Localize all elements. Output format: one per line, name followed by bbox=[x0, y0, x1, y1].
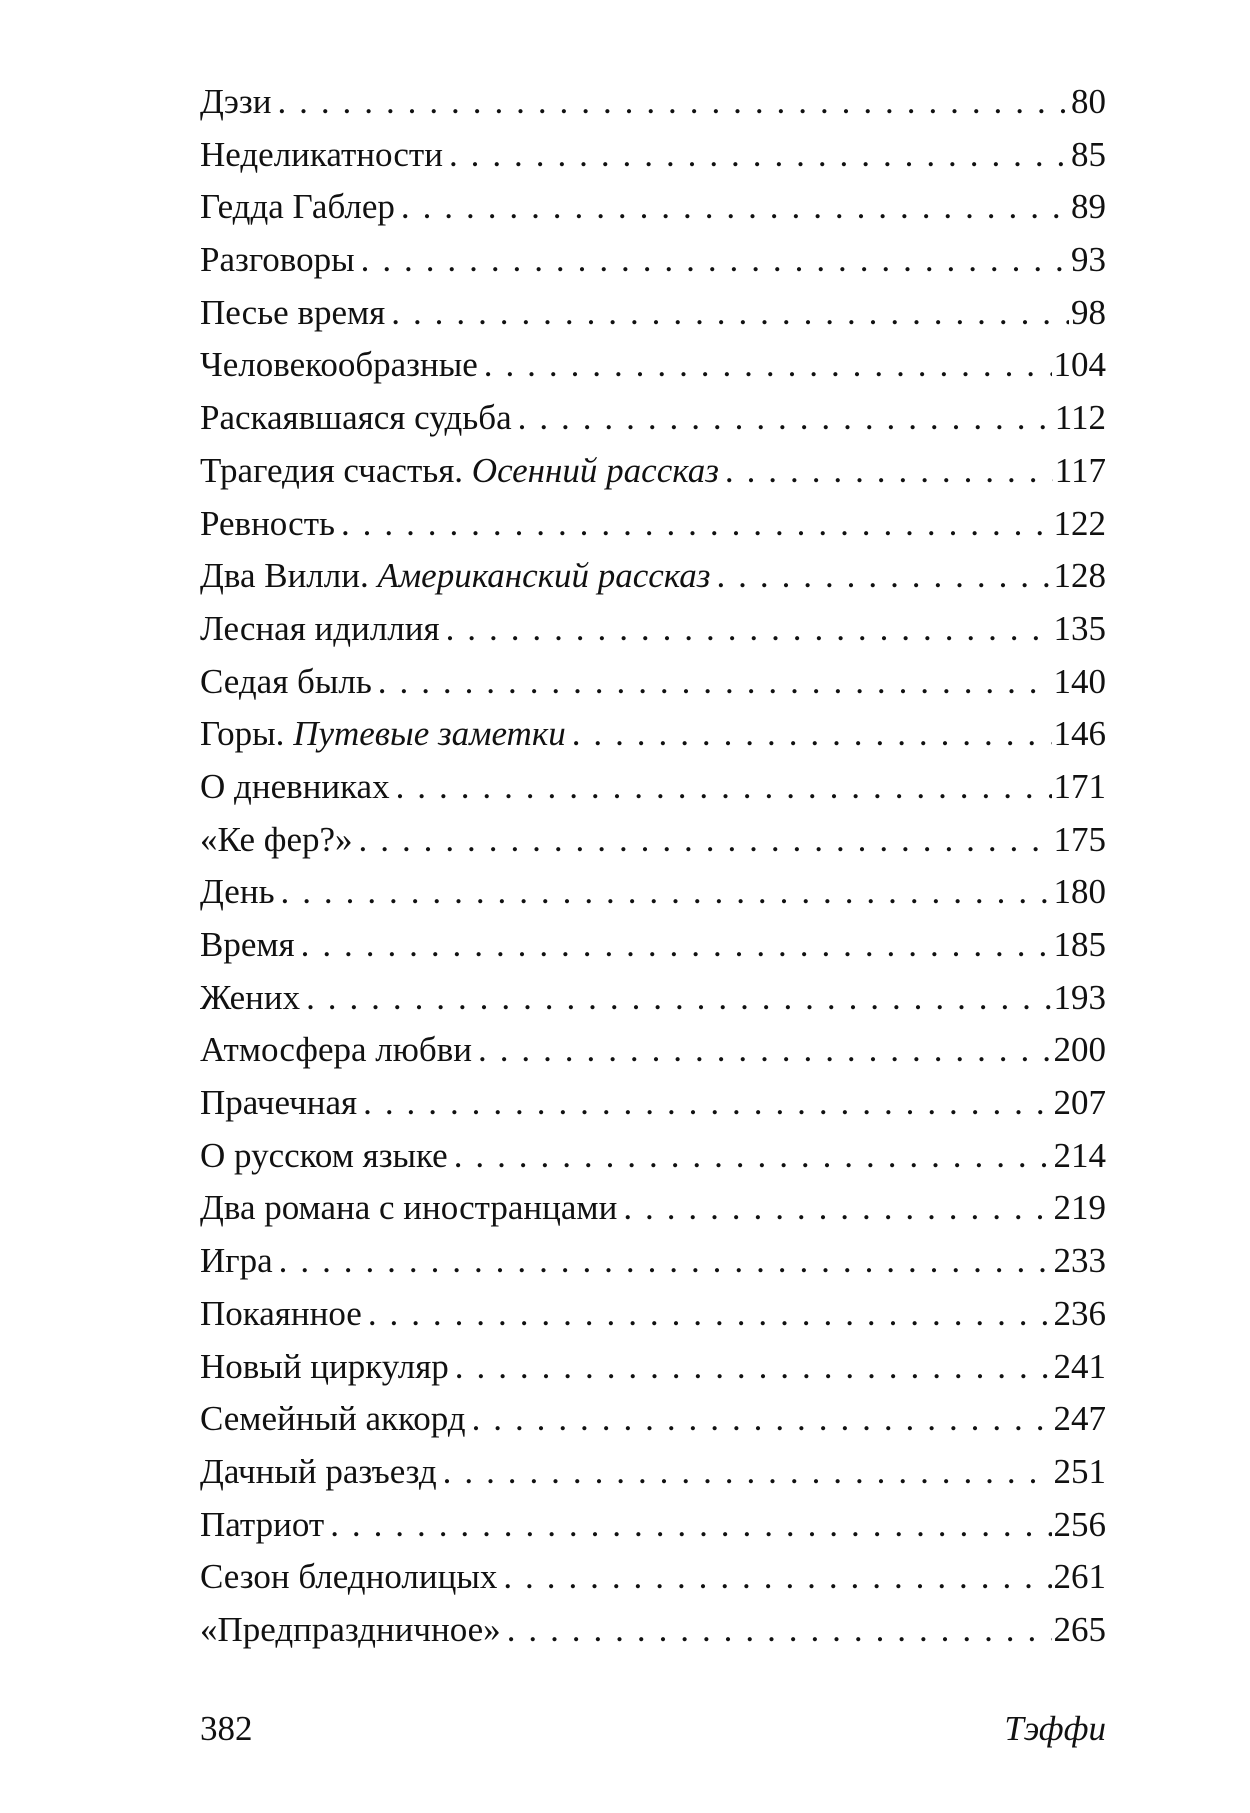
toc-entry-title bbox=[200, 76, 271, 129]
dot-leader bbox=[324, 1499, 1051, 1552]
page-footer bbox=[200, 1704, 1106, 1754]
toc-entry-title bbox=[200, 1551, 497, 1604]
toc-entry-title-text: Новый циркуляр bbox=[200, 1346, 449, 1386]
toc-entry bbox=[200, 498, 1106, 551]
toc-entry bbox=[200, 761, 1106, 814]
dot-leader bbox=[497, 1551, 1051, 1604]
toc-entry-page: 98 bbox=[1071, 292, 1106, 332]
dot-leader bbox=[448, 1130, 1052, 1183]
toc-entry bbox=[200, 1499, 1106, 1552]
toc-entry-title-text: Трагедия счастья. bbox=[200, 450, 464, 490]
toc-entry bbox=[200, 1130, 1106, 1183]
toc-entry-page: 214 bbox=[1053, 1135, 1106, 1175]
toc-entry bbox=[200, 1604, 1106, 1657]
dot-leader bbox=[437, 1446, 1052, 1499]
toc-entry bbox=[200, 1077, 1106, 1130]
toc-entry-page: 247 bbox=[1053, 1399, 1106, 1439]
toc-entry-title bbox=[200, 1130, 448, 1183]
toc-entry-page: 251 bbox=[1053, 1451, 1106, 1491]
dot-leader bbox=[512, 392, 1053, 445]
dot-leader bbox=[357, 1077, 1051, 1130]
toc-entry-title bbox=[200, 392, 512, 445]
toc-entry-page: 175 bbox=[1053, 819, 1106, 859]
toc-entry-title-text: Разговоры bbox=[200, 240, 355, 280]
toc-entry-page: 89 bbox=[1071, 187, 1106, 227]
toc-entry bbox=[200, 919, 1106, 972]
toc-entry-page: 256 bbox=[1053, 1504, 1106, 1544]
dot-leader bbox=[372, 656, 1052, 709]
toc-entry-title-text: О русском языке bbox=[200, 1135, 448, 1175]
toc-entry-page: 93 bbox=[1071, 240, 1106, 280]
toc-entry-page: 200 bbox=[1053, 1030, 1106, 1070]
dot-leader bbox=[385, 287, 1069, 340]
toc-entry-title-text: Патриот bbox=[200, 1504, 325, 1544]
running-author: Тэффи bbox=[1004, 1709, 1106, 1748]
toc-entry-title-text: Человекообразные bbox=[200, 345, 478, 385]
toc-entry-title bbox=[200, 1499, 324, 1552]
toc-entry bbox=[200, 656, 1106, 709]
toc-entry-page: 265 bbox=[1053, 1609, 1106, 1649]
toc-entry-title bbox=[200, 498, 335, 551]
toc-entry-page: 171 bbox=[1053, 766, 1106, 806]
toc-entry bbox=[200, 1182, 1106, 1235]
toc-entry-title bbox=[200, 445, 719, 498]
toc-entry-title-text: Два Вилли. bbox=[200, 556, 369, 596]
toc-entry bbox=[200, 1393, 1106, 1446]
dot-leader bbox=[449, 1341, 1052, 1394]
dot-leader bbox=[275, 866, 1052, 919]
toc-entry-title bbox=[200, 1024, 472, 1077]
toc-entry-title-text: Атмосфера любви bbox=[200, 1030, 472, 1070]
toc-entry bbox=[200, 181, 1106, 234]
toc-entry-title-text: «Ке фер?» bbox=[200, 819, 353, 859]
toc-entry-title-text: Игра bbox=[200, 1241, 273, 1281]
toc-entry-page: 128 bbox=[1053, 556, 1106, 596]
toc-entry-title bbox=[200, 181, 395, 234]
toc-entry-title-text: Время bbox=[200, 925, 295, 964]
toc-entry bbox=[200, 1288, 1106, 1341]
toc-entry bbox=[200, 287, 1106, 340]
toc-entry bbox=[200, 1235, 1106, 1288]
toc-entry-page: 219 bbox=[1053, 1188, 1106, 1228]
toc-entry-title bbox=[200, 1393, 466, 1446]
toc-entry-title-text: Лесная идиллия bbox=[200, 608, 440, 648]
toc-entry-title bbox=[200, 761, 390, 814]
toc-entry-page: 140 bbox=[1053, 661, 1106, 701]
dot-leader bbox=[335, 498, 1052, 551]
toc-entry-title bbox=[200, 708, 566, 761]
toc-entry-title bbox=[200, 287, 385, 340]
toc-entry-title bbox=[200, 814, 353, 867]
toc-entry-title bbox=[200, 1604, 501, 1657]
dot-leader bbox=[617, 1182, 1051, 1235]
toc-entry-title bbox=[200, 1182, 617, 1235]
toc-entry bbox=[200, 1024, 1106, 1077]
dot-leader bbox=[300, 972, 1051, 1025]
toc-entry-title-text: Покаянное bbox=[200, 1293, 362, 1333]
dot-leader bbox=[466, 1393, 1052, 1446]
toc-entry bbox=[200, 1446, 1106, 1499]
dot-leader bbox=[295, 919, 1052, 972]
toc-entry-title bbox=[200, 1077, 357, 1130]
toc-entry-page: 122 bbox=[1053, 503, 1106, 543]
toc-entry-subtitle: Американский рассказ bbox=[377, 556, 711, 596]
dot-leader bbox=[710, 550, 1051, 603]
toc-entry bbox=[200, 550, 1106, 603]
toc-entry-page: 85 bbox=[1071, 134, 1106, 174]
toc-entry-page: 80 bbox=[1071, 82, 1106, 121]
toc-entry bbox=[200, 972, 1106, 1025]
dot-leader bbox=[443, 129, 1069, 182]
toc-entry-title bbox=[200, 1288, 362, 1341]
toc-entry bbox=[200, 1341, 1106, 1394]
toc-entry-page: 185 bbox=[1053, 925, 1106, 964]
toc-entry-title-text: Гедда Габлер bbox=[200, 187, 395, 227]
toc-entry-title bbox=[200, 234, 355, 287]
toc-entry bbox=[200, 392, 1106, 445]
toc-entry-page: 261 bbox=[1053, 1557, 1106, 1597]
toc-entry-page: 207 bbox=[1053, 1083, 1106, 1123]
dot-leader bbox=[472, 1024, 1052, 1077]
toc-entry-title-text: Жених bbox=[200, 977, 301, 1017]
toc-entry-title bbox=[200, 656, 372, 709]
toc-entry-page: 112 bbox=[1054, 398, 1106, 438]
toc-entry bbox=[200, 234, 1106, 287]
toc-entry-title bbox=[200, 129, 443, 182]
toc-entry bbox=[200, 1551, 1106, 1604]
toc-entry-page: 193 bbox=[1053, 977, 1106, 1017]
toc-entry-title-text: Раскаявшаяся судьба bbox=[200, 398, 512, 438]
toc-entry-title-text: Горы. bbox=[200, 714, 285, 754]
dot-leader bbox=[719, 445, 1053, 498]
toc-entry-page: 180 bbox=[1053, 872, 1106, 912]
toc-entry-title-text: Дэзи bbox=[200, 82, 272, 121]
page-number: 382 bbox=[200, 1709, 253, 1748]
toc-entry-page: 233 bbox=[1053, 1241, 1106, 1281]
toc-entry bbox=[200, 708, 1106, 761]
toc-entry-title-text: Семейный аккорд bbox=[200, 1399, 466, 1439]
dot-leader bbox=[355, 234, 1069, 287]
toc-entry-title-text: Дачный разъезд bbox=[200, 1451, 437, 1491]
dot-leader bbox=[478, 339, 1052, 392]
toc-entry-page: 104 bbox=[1053, 345, 1106, 385]
toc-entry-page: 236 bbox=[1053, 1293, 1106, 1333]
dot-leader bbox=[362, 1288, 1052, 1341]
toc-entry bbox=[200, 129, 1106, 182]
table-of-contents bbox=[200, 76, 1106, 1657]
toc-entry bbox=[200, 76, 1106, 129]
toc-entry-title bbox=[200, 1235, 273, 1288]
dot-leader bbox=[440, 603, 1052, 656]
toc-entry-title-text: Два романа с иностранцами bbox=[200, 1188, 618, 1228]
toc-entry-title bbox=[200, 1341, 449, 1394]
toc-entry bbox=[200, 814, 1106, 867]
dot-leader bbox=[501, 1604, 1052, 1657]
toc-entry-title bbox=[200, 972, 300, 1025]
dot-leader bbox=[566, 708, 1052, 761]
toc-entry-subtitle: Путевые заметки bbox=[293, 714, 566, 754]
dot-leader bbox=[271, 76, 1069, 129]
toc-entry-title-text: День bbox=[200, 872, 275, 912]
toc-entry-title-text: Прачечная bbox=[200, 1083, 358, 1123]
toc-entry-title-text: «Предпраздничное» bbox=[200, 1609, 501, 1649]
toc-entry-page: 241 bbox=[1053, 1346, 1106, 1386]
toc-entry-title-text: Неделикатности bbox=[200, 134, 443, 174]
dot-leader bbox=[395, 181, 1069, 234]
toc-entry-title-text: Седая быль bbox=[200, 661, 372, 701]
dot-leader bbox=[273, 1235, 1052, 1288]
toc-entry-title bbox=[200, 603, 440, 656]
toc-entry-title bbox=[200, 919, 295, 972]
dot-leader bbox=[353, 814, 1052, 867]
toc-entry-title-text: О дневниках bbox=[200, 766, 390, 806]
toc-entry-title bbox=[200, 866, 275, 919]
toc-entry-page: 117 bbox=[1054, 450, 1106, 490]
toc-entry-title bbox=[200, 1446, 437, 1499]
dot-leader bbox=[390, 761, 1052, 814]
toc-entry-title bbox=[200, 339, 478, 392]
toc-entry bbox=[200, 445, 1106, 498]
toc-entry-page: 135 bbox=[1053, 608, 1106, 648]
toc-entry bbox=[200, 866, 1106, 919]
toc-entry-subtitle: Осенний рассказ bbox=[471, 450, 719, 490]
toc-entry-title-text: Ревность bbox=[200, 503, 335, 543]
toc-entry-title-text: Сезон бледнолицых bbox=[200, 1557, 498, 1597]
toc-entry-title-text: Песье время bbox=[200, 292, 386, 332]
toc-entry-page: 146 bbox=[1053, 714, 1106, 754]
toc-entry-title bbox=[200, 550, 710, 603]
toc-entry bbox=[200, 603, 1106, 656]
toc-entry bbox=[200, 339, 1106, 392]
